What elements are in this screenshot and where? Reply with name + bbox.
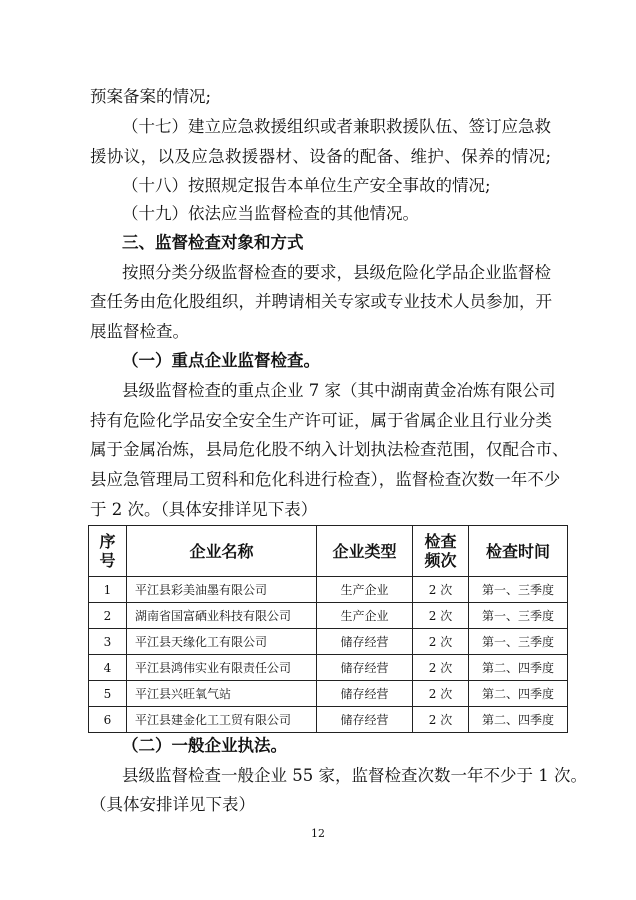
paragraph-line: （十九）依法应当监督检查的其他情况。 [122, 204, 419, 223]
paragraph-line: 持有危险化学品安全安全生产许可证，属于省属企业且行业分类 [90, 411, 552, 430]
check-frequency: 2 次 [413, 629, 469, 655]
paragraph-line: 于 2 次。（具体安排详见下表） [90, 500, 318, 519]
paragraph-line: （十八）按照规定报告本单位生产安全事故的情况; [122, 176, 491, 195]
header-frequency: 检查频次 [413, 526, 469, 577]
company-type: 储存经营 [317, 655, 413, 681]
paragraph-line: （具体安排详见下表） [90, 795, 255, 814]
check-time: 第二、四季度 [469, 681, 568, 707]
company-type: 储存经营 [317, 681, 413, 707]
paragraph-line: 展监督检查。 [90, 322, 189, 341]
paragraph-line: 援协议，以及应急救援器材、设备的配备、维护、保养的情况; [90, 147, 551, 166]
paragraph-line: 县应急管理局工贸科和危化科进行检查），监督检查次数一年不少 [90, 470, 561, 489]
paragraph-line: 县级监督检查一般企业 55 家，监督检查次数一年不少于 1 次。 [122, 766, 587, 785]
row-index: 4 [89, 655, 127, 681]
section-heading: 三、监督检查对象和方式 [122, 233, 304, 252]
company-type: 储存经营 [317, 707, 413, 733]
table-row [89, 707, 568, 733]
header-type: 企业类型 [317, 526, 413, 577]
check-time: 第一、三季度 [469, 629, 568, 655]
company-name: 湖南省国富硒业科技有限公司 [127, 603, 317, 629]
company-type: 储存经营 [317, 629, 413, 655]
check-frequency: 2 次 [413, 707, 469, 733]
row-index: 5 [89, 681, 127, 707]
header-time: 检查时间 [469, 526, 568, 577]
check-frequency: 2 次 [413, 577, 469, 603]
header-name: 企业名称 [127, 526, 317, 577]
company-type: 生产企业 [317, 603, 413, 629]
check-time: 第二、四季度 [469, 655, 568, 681]
table-row [89, 577, 568, 603]
row-index: 3 [89, 629, 127, 655]
page-number: 12 [311, 827, 325, 840]
table-row [89, 629, 568, 655]
company-name: 平江县鸿伟实业有限责任公司 [127, 655, 317, 681]
row-index: 6 [89, 707, 127, 733]
paragraph-line: 属于金属冶炼，县局危化股不纳入计划执法检查范围，仅配合市、 [90, 440, 569, 459]
check-frequency: 2 次 [413, 681, 469, 707]
subsection-heading: （一）重点企业监督检查。 [122, 351, 320, 370]
table-header-row [89, 526, 568, 577]
check-time: 第一、三季度 [469, 603, 568, 629]
table-row [89, 603, 568, 629]
key-enterprise-table [88, 525, 568, 733]
paragraph-line: 按照分类分级监督检查的要求，县级危险化学品企业监督检 [122, 263, 551, 282]
company-type: 生产企业 [317, 577, 413, 603]
subsection-heading: （二）一般企业执法。 [122, 736, 287, 755]
paragraph-line: （十七）建立应急救援组织或者兼职救援队伍、签订应急救 [122, 117, 551, 136]
check-time: 第一、三季度 [469, 577, 568, 603]
company-name: 平江县建金化工工贸有限公司 [127, 707, 317, 733]
header-index: 序号 [89, 526, 127, 577]
company-name: 平江县天缘化工有限公司 [127, 629, 317, 655]
paragraph-line: 查任务由危化股组织，并聘请相关专家或专业技术人员参加，开 [90, 292, 552, 311]
row-index: 2 [89, 603, 127, 629]
company-name: 平江县兴旺氧气站 [127, 681, 317, 707]
company-name: 平江县彩美油墨有限公司 [127, 577, 317, 603]
check-frequency: 2 次 [413, 603, 469, 629]
table-row [89, 681, 568, 707]
paragraph-line: 预案备案的情况; [90, 87, 212, 106]
check-frequency: 2 次 [413, 655, 469, 681]
paragraph-line: 县级监督检查的重点企业 7 家（其中湖南黄金冶炼有限公司 [122, 381, 556, 400]
table-row [89, 655, 568, 681]
row-index: 1 [89, 577, 127, 603]
check-time: 第二、四季度 [469, 707, 568, 733]
